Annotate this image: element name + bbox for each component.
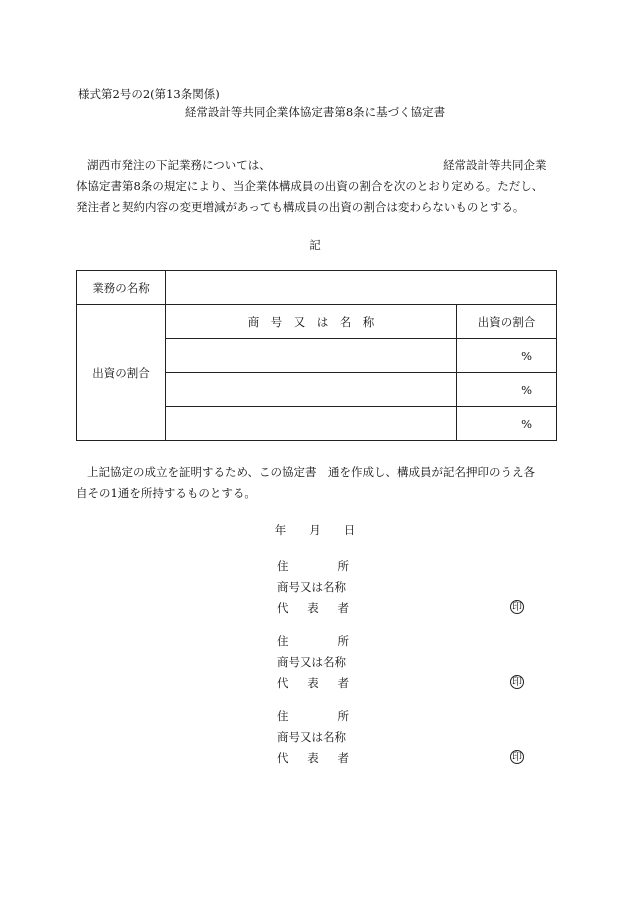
ratio-cell[interactable]: % (457, 407, 557, 441)
ratio-cell[interactable]: % (457, 339, 557, 373)
signatory-block-2 (277, 631, 537, 694)
ki-heading: 記 (309, 238, 321, 252)
representative-label: 代 表 者 (277, 601, 349, 615)
closing-line-1: 上記協定の成立を証明するため、この協定書 通を作成し、構成員が記名押印のうえ各 (87, 465, 536, 479)
company-name-cell[interactable] (166, 339, 457, 373)
intro-line-1-b: 経常設計等共同企業 (443, 158, 547, 172)
company-name-label: 商号又は名称 (277, 730, 346, 744)
company-name-cell[interactable] (166, 407, 457, 441)
form-number: 様式第2号の2(第13条関係) (78, 87, 220, 101)
intro-line-3: 発注者と契約内容の変更増減があっても構成員の出資の割合は変わらないものとする。 (76, 200, 525, 214)
intro-paragraph (76, 155, 560, 218)
address-label: 住 所 (277, 559, 349, 573)
company-name-cell[interactable] (166, 373, 457, 407)
company-name-label: 商号又は名称 (277, 580, 346, 594)
business-name-value[interactable] (166, 271, 557, 305)
seal-icon: 印 (512, 752, 522, 763)
address-label: 住 所 (277, 709, 349, 723)
representative-label: 代 表 者 (277, 676, 349, 690)
company-name-header: 商 号 又 は 名 称 (166, 305, 457, 339)
seal-icon: 印 (512, 602, 522, 613)
signatory-block-1 (277, 556, 537, 619)
representative-label: 代 表 者 (277, 751, 349, 765)
closing-line-2: 自その1通を所持するものとする。 (76, 486, 256, 500)
date-line: 年 月 日 (274, 523, 356, 537)
seal-icon: 印 (512, 677, 522, 688)
closing-paragraph (76, 462, 560, 504)
intro-line-2: 体協定書第8条の規定により、当企業体構成員の出資の割合を次のとおり定める。ただし、 (76, 179, 544, 193)
intro-line-1 (76, 155, 560, 176)
ratio-cell[interactable]: % (457, 373, 557, 407)
business-name-label: 業務の名称 (77, 271, 166, 305)
ratio-header: 出資の割合 (457, 305, 557, 339)
intro-line-1-a: 湖西市発注の下記業務については、 (87, 158, 271, 172)
document-title: 経常設計等共同企業体協定書第8条に基づく協定書 (184, 105, 446, 119)
company-name-label: 商号又は名称 (277, 655, 346, 669)
signatory-block-3 (277, 706, 537, 769)
investment-table (76, 270, 557, 441)
investment-ratio-label: 出資の割合 (77, 305, 166, 441)
address-label: 住 所 (277, 634, 349, 648)
